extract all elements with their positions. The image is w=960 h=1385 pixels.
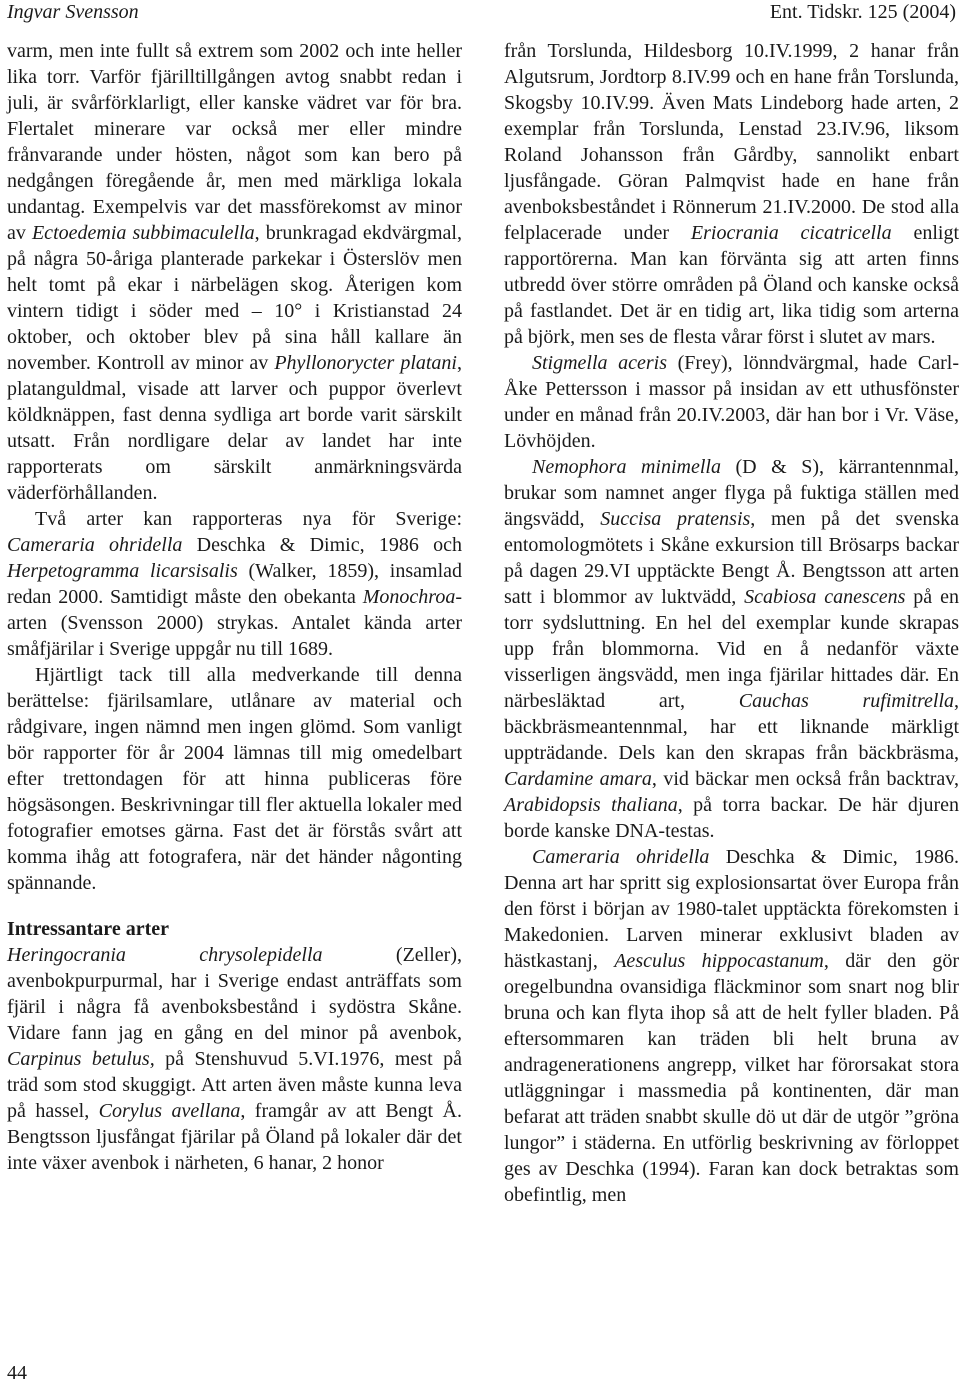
paragraph bbox=[7, 942, 462, 1176]
paragraph bbox=[504, 844, 959, 1208]
text-run: (Zeller), avenbokpurpurmal, har i Sverige endast anträffats som fjäril i några få avenboksbestånd i sydöstra Skåne. Vidare fann jag en gång en del minor på avenbok, bbox=[7, 944, 462, 1044]
section-heading: Intressantare arter bbox=[7, 918, 169, 940]
species-name: Scabiosa canescens bbox=[744, 586, 906, 608]
text-run: (Walker, 1859), insamlad redan 2000. Samtidigt måste den obekanta bbox=[7, 560, 462, 608]
paragraph bbox=[504, 350, 959, 454]
species-name: Carpinus betulus, bbox=[7, 1048, 155, 1070]
species-name: Corylus avellana bbox=[98, 1100, 241, 1122]
species-name: Phyllonorycter platani bbox=[274, 352, 457, 374]
text-run: -arten (Svensson 2000) strykas. Antalet kända arter småfjärilar i Sverige uppgår nu till 1689. bbox=[7, 586, 462, 660]
species-name: Herpetogramma licarsisalis bbox=[7, 560, 238, 582]
species-name: Arabidopsis thaliana bbox=[504, 794, 678, 816]
text-run: Hjärtligt tack till alla medverkande till denna berättelse: fjärilsamlare, utlånare av material och rådgivare, ingen nämnd men ingen glömd. Som vanligt bör rapporter för år 2004 lämnas till mig omedelbart efter trettondagen för att hinna publiceras före högsäsongen. Beskrivningar till fler aktuella lokaler med fotografier emotses gärna. Fast det är förstås svårt att komma ihåg att fotografera, när det händer någonting spännande. bbox=[7, 664, 462, 894]
species-name: Aesculus hippocastanum bbox=[614, 950, 824, 972]
left-column bbox=[7, 38, 462, 1176]
text-run: , där den gör oregelbundna ovansidiga fläckminor som snart nog blir bruna och kan flyta ihop så att de helt fyller bladen. På eftersommaren kan träden bli helt bruna av andragenerationens angrepp, vilket har förorsakat stora utläggningar i massmedia på kontinenten, där man befarat att träden snabbt skulle dö ut där de utgör ”gröna lungor” i städerna. En utförlig beskrivning av förloppet ges av Deschka (1994). Faran kan dock betraktas som obefintlig, men bbox=[504, 950, 960, 1206]
paragraph bbox=[7, 38, 462, 506]
text-run: , brunkragad ekdvärgmal, på några 50-åriga planterade parkekar i Österslöv men helt tomt på ekar i närbelägen skog. Återigen kom vintern tidigt i söder med – 10° i Kristianstad 24 oktober, och oktober blev på sina håll kallare än november. Kontroll av minor av bbox=[7, 222, 462, 374]
species-name: Succisa pratensis bbox=[600, 508, 751, 530]
species-name: Stigmella aceris bbox=[532, 352, 668, 374]
paragraph bbox=[7, 662, 462, 896]
paragraph bbox=[504, 454, 959, 844]
right-column bbox=[504, 38, 959, 1208]
species-name: Nemophora minimella bbox=[532, 456, 721, 478]
text-run: , på torra backar. De här djuren borde kanske DNA-testas. bbox=[504, 794, 959, 842]
species-name: Cameraria ohridella bbox=[7, 534, 183, 556]
species-name: Eriocrania cicatricella bbox=[690, 222, 892, 244]
text-run: Två arter kan rapporteras nya för Sverige: bbox=[35, 508, 462, 530]
text-run: varm, men inte fullt så extrem som 2002 och inte heller lika torr. Varför fjärilltillgången avtog snabbt redan i juli, är svårförklarligt, eller kanske vädret var för bra. Flertalet minerare var också mer eller mindre frånvarande under hösten, något som kan bero på nedgången föregående år, men med märkliga lokala undantag. Exempelvis var det massförekomst av minor av bbox=[7, 40, 462, 244]
text-run: (Frey), lönndvärgmal, hade Carl-Åke Pettersson i massor på insidan av ett uthusfönster under en månad från 20.IV.2003, där han bor i Vr. Väse, Lövhöjden. bbox=[504, 352, 959, 452]
running-header-journal: Ent. Tidskr. 125 (2004) bbox=[769, 1, 956, 23]
text-run: Deschka & Dimic, 1986 och bbox=[182, 534, 462, 556]
text-run: , vid bäckar men också från backtrav, bbox=[651, 768, 959, 790]
species-name: Cameraria ohridella bbox=[532, 846, 710, 868]
text-run: , men på det svenska entomologmötets i Skåne exkursion till Brösarps backar på dagen 29.VI upptäckte Bengt Å. Bengtsson att arten satt i blommor av luktvädd, bbox=[504, 508, 959, 608]
running-header-author: Ingvar Svensson bbox=[7, 1, 139, 23]
paragraph bbox=[504, 38, 959, 350]
text-run: på en torr sydsluttning. En hel del exemplar kunde skrapas upp från blommorna. Vid en å nedanför växte visserligen ängsvädd, men inga fjärilar hittades där. En närbesläktad art, bbox=[504, 586, 959, 712]
text-run: enligt rapportörerna. Man kan förvänta sig att arten finns utbredd över större områden på Öland och kanske också på fastlandet. Det är en tidig art, lika tidig som arterna på björk, men ses de flesta vårar först i slutet av mars. bbox=[504, 222, 959, 348]
text-run: , bäckbräsmeantennmal, har ett liknande märkligt uppträdande. Dels kan den skrapas från bäckbräsma, bbox=[504, 690, 959, 764]
species-name: Heringocrania chrysolepidella bbox=[7, 944, 323, 966]
species-name: Cardamine amara bbox=[504, 768, 652, 790]
page-number: 44 bbox=[7, 1362, 27, 1384]
text-run: , platanguldmal, visade att larver och puppor överlevt köldknäppen, fast denna sydliga art borde varit särskilt utsatt. Från nordligare delar av landet har inte rapporterats om särskilt anmärkningsvärda väderförhållanden. bbox=[7, 352, 462, 504]
text-run: från Torslunda, Hildesborg 10.IV.1999, 2 hanar från Algutsrum, Jordtorp 8.IV.99 och en hane från Torslunda, Skogsby 10.IV.99. Även Mats Lindeborg hade arten, 2 exemplar från Torslunda, Lenstad 23.IV.96, liksom Roland Johansson från Gårdby, sannolikt enbart ljusfångade. Göran Palmqvist hade en hane från avenboksbeståndet i Rönnerum 21.IV.2000. De stod alla felplacerade under bbox=[504, 40, 959, 244]
species-name: Monochroa bbox=[362, 586, 456, 608]
text-run: (D & S), kärrantennmal, brukar som namnet anger flyga på fuktiga ställen med ängsvädd, bbox=[504, 456, 959, 530]
paragraph bbox=[7, 506, 462, 662]
species-name: Ectoedemia subbimaculella bbox=[31, 222, 255, 244]
text-run: på Stenshuvud 5.VI.1976, mest på träd som stod skuggigt. Att arten även måste kunna leva på hassel, bbox=[7, 1048, 462, 1122]
species-name: Cauchas rufimitrella bbox=[738, 690, 954, 712]
text-run: , framgår av att Bengt Å. Bengtsson ljusfångat fjärilar på Öland på lokaler där det inte växer avenbok i närheten, 6 hanar, 2 honor bbox=[7, 1100, 462, 1174]
text-run: Deschka & Dimic, 1986. Denna art har spritt sig explosionsartat över Europa från den först i början av 1980-talet upptäckta förekomsten i Makedonien. Larven minerar exklusivt bladen av hästkastanj, bbox=[504, 846, 960, 972]
